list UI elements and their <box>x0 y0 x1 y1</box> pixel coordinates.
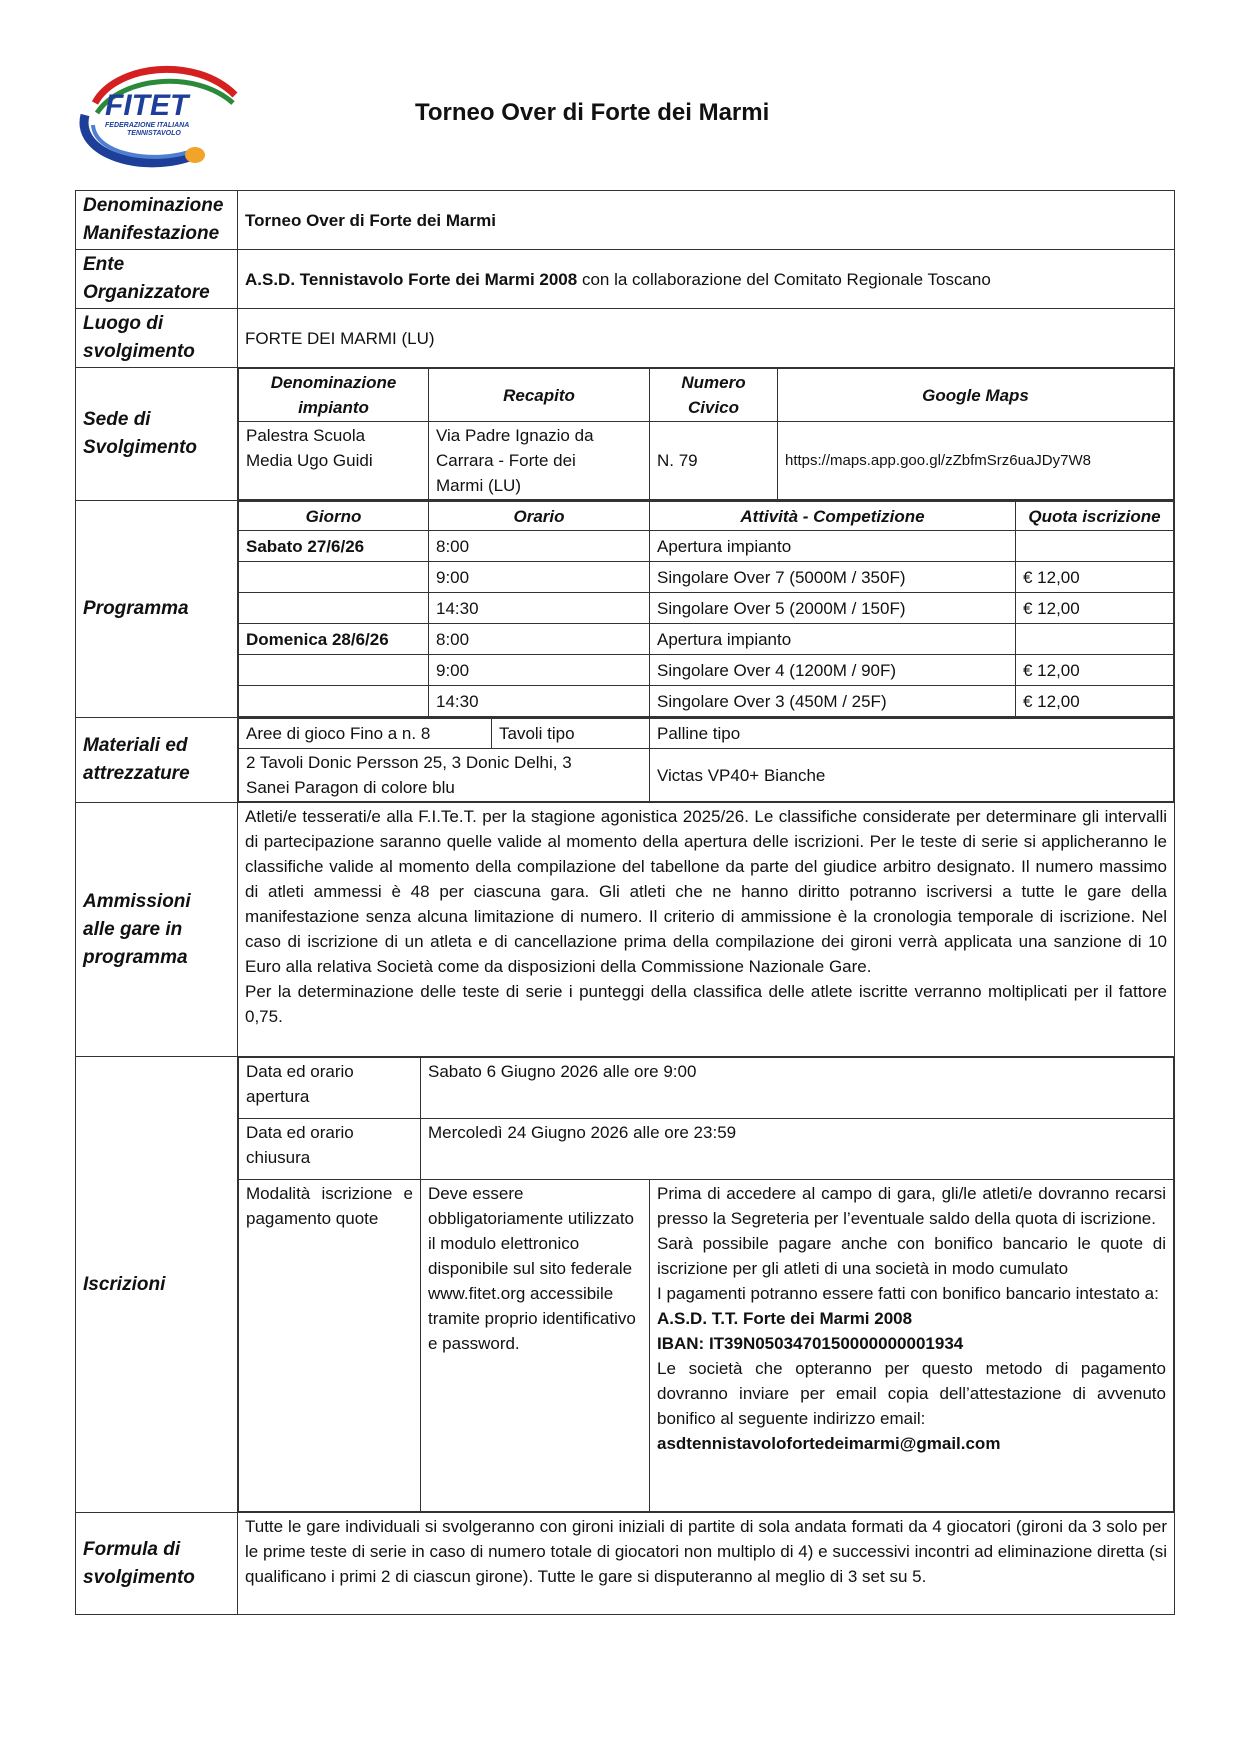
table-row: 9:00 Singolare Over 7 (5000M / 350F) € 12,00 <box>239 562 1174 593</box>
sede-table <box>238 368 1174 500</box>
row-programma <box>76 501 1175 718</box>
row-materiali <box>76 718 1175 803</box>
tavoli-value: 2 Tavoli Donic Persson 25, 3 Donic Delhi, 3 Sanei Paragon di colore blu <box>239 749 650 802</box>
label-programma: Programma <box>76 501 238 718</box>
header-quota: Quota iscrizione <box>1016 502 1174 531</box>
svg-text:FITET: FITET <box>105 89 189 122</box>
value-formula: Tutte le gare individuali si svolgeranno con gironi iniziali di partite di sola andata formati da 4 giocatori (gironi da 3 solo per le prime teste di serie in caso di numero totale di giocatori non multiplo di 4) e successivi incontri ad eliminazione diretta (si qualificano i primi 2 di ciascun girone). Tutte le gare si disputeranno al meglio di 3 set su 5. <box>238 1513 1175 1615</box>
intestatario: A.S.D. T.T. Forte dei Marmi 2008 <box>657 1309 913 1328</box>
label-formula: Formula di svolgimento <box>76 1513 238 1615</box>
pagamento-text: Prima di accedere al campo di gara, gli/le atleti/e dovranno recarsi presso la Segreteria per l’eventuale saldo della quota di iscrizione. Sarà possibile pagare anche con bonifico bancario le quote di iscrizione per gli atleti di una società in modo cumulato I pagamenti potranno essere fatti con bonifico bancario intestato a: A.S.D. T.T. Forte dei Marmi 2008 IBAN: IT39N0503470150000000001934 Le società che opteranno per questo metodo di pagamento dovranno inviare per email copia dell’attestazione di avvenuto bonifico al seguente indirizzo email: asdtennistavolofortedeimarmi@gmail.com <box>650 1180 1174 1512</box>
chiusura-value: Mercoledì 24 Giugno 2026 alle ore 23:59 <box>421 1119 1174 1180</box>
value-luogo: FORTE DEI MARMI (LU) <box>238 309 1175 368</box>
maps-link[interactable]: https://maps.app.goo.gl/zZbfmSrz6uaJDy7W8 <box>778 422 1174 500</box>
svg-text:TENNISTAVOLO: TENNISTAVOLO <box>127 130 181 137</box>
main-table <box>75 190 1175 1615</box>
header-attivita: Attività - Competizione <box>650 502 1016 531</box>
header-orario: Orario <box>429 502 650 531</box>
row-denominazione <box>76 191 1175 250</box>
label-luogo: Luogo di svolgimento <box>76 309 238 368</box>
email-link[interactable]: asdtennistavolofortedeimarmi@gmail.com <box>657 1434 1001 1453</box>
apertura-value: Sabato 6 Giugno 2026 alle ore 9:00 <box>421 1058 1174 1119</box>
tavoli-label: Tavoli tipo <box>492 719 650 749</box>
label-ente: Ente Organizzatore <box>76 250 238 309</box>
programma-table <box>238 501 1174 717</box>
aree-gioco: Aree di gioco Fino a n. 8 <box>239 719 492 749</box>
label-sede: Sede di Svolgimento <box>76 368 238 501</box>
table-row: Sabato 27/6/26 8:00 Apertura impianto <box>239 531 1174 562</box>
label-denominazione: Denominazione Manifestazione <box>76 191 238 250</box>
value-civico: N. 79 <box>650 422 778 500</box>
tournament-form <box>75 190 1175 1615</box>
page-title: Torneo Over di Forte dei Marmi <box>415 99 770 126</box>
modalita-text: Deve essere obbligatoriamente utilizzato il modulo elettronico disponibile sul sito federale www.fitet.org accessibile tramite proprio identificativo e password. <box>421 1180 650 1512</box>
chiusura-label: Data ed orario chiusura <box>239 1119 421 1180</box>
row-ente <box>76 250 1175 309</box>
row-sede <box>76 368 1175 501</box>
table-row: 14:30 Singolare Over 5 (2000M / 150F) € 12,00 <box>239 593 1174 624</box>
iban: IBAN: IT39N0503470150000000001934 <box>657 1334 964 1353</box>
iscrizioni-table <box>238 1057 1174 1512</box>
palline-value: Victas VP40+ Bianche <box>650 749 1174 802</box>
value-recapito: Via Padre Ignazio da Carrara - Forte dei Marmi (LU) <box>429 422 650 500</box>
table-row: 9:00 Singolare Over 4 (1200M / 90F) € 12,00 <box>239 655 1174 686</box>
materiali-table <box>238 718 1174 802</box>
svg-text:FEDERAZIONE ITALIANA: FEDERAZIONE ITALIANA <box>105 122 190 129</box>
row-luogo <box>76 309 1175 368</box>
fitet-logo-icon <box>75 55 255 175</box>
header-giorno: Giorno <box>239 502 429 531</box>
value-impianto: Palestra Scuola Media Ugo Guidi <box>239 422 429 500</box>
label-materiali: Materiali ed attrezzature <box>76 718 238 803</box>
page-header <box>75 55 1175 175</box>
apertura-label: Data ed orario apertura <box>239 1058 421 1119</box>
table-row: 14:30 Singolare Over 3 (450M / 25F) € 12,00 <box>239 686 1174 717</box>
palline-label: Palline tipo <box>650 719 1174 749</box>
value-denominazione: Torneo Over di Forte dei Marmi <box>238 191 1175 250</box>
row-iscrizioni <box>76 1057 1175 1513</box>
row-formula <box>76 1513 1175 1615</box>
label-ammissioni: Ammissioni alle gare in programma <box>76 803 238 1057</box>
header-recapito: Recapito <box>429 369 650 422</box>
modalita-label: Modalità iscrizione e pagamento quote <box>239 1180 421 1512</box>
header-impianto: Denominazione impianto <box>239 369 429 422</box>
row-ammissioni <box>76 803 1175 1057</box>
value-ammissioni: Atleti/e tesserati/e alla F.I.Te.T. per la stagione agonistica 2025/26. Le classifiche considerate per determinare gli intervalli di partecipazione saranno quelle valide al momento della apertura delle iscrizioni. Per le teste di serie si applicheranno le classifiche valide al momento della compilazione del tabellone da parte del giudice arbitro designato. Il numero massimo di atleti ammessi è 48 per ciascuna gara. Gli atleti che ne hanno diritto potranno iscriversi a tutte le gare della manifestazione senza alcuna limitazione di numero. Il criterio di ammissione è la cronologia temporale di iscrizione. Nel caso di iscrizione di un atleta e di cancellazione prima della compilazione dei gironi verrà applicata una sanzione di 10 Euro alla relativa Società come da disposizioni della Commissione Nazionale Gare. Per la determinazione delle teste di serie i punteggi della classifica delle atlete iscritte verranno moltiplicati per il fattore 0,75. <box>238 803 1175 1057</box>
header-civico: Numero Civico <box>650 369 778 422</box>
value-ente: A.S.D. Tennistavolo Forte dei Marmi 2008 con la collaborazione del Comitato Regionale Toscano <box>238 250 1175 309</box>
label-iscrizioni: Iscrizioni <box>76 1057 238 1513</box>
header-maps: Google Maps <box>778 369 1174 422</box>
table-row: Domenica 28/6/26 8:00 Apertura impianto <box>239 624 1174 655</box>
